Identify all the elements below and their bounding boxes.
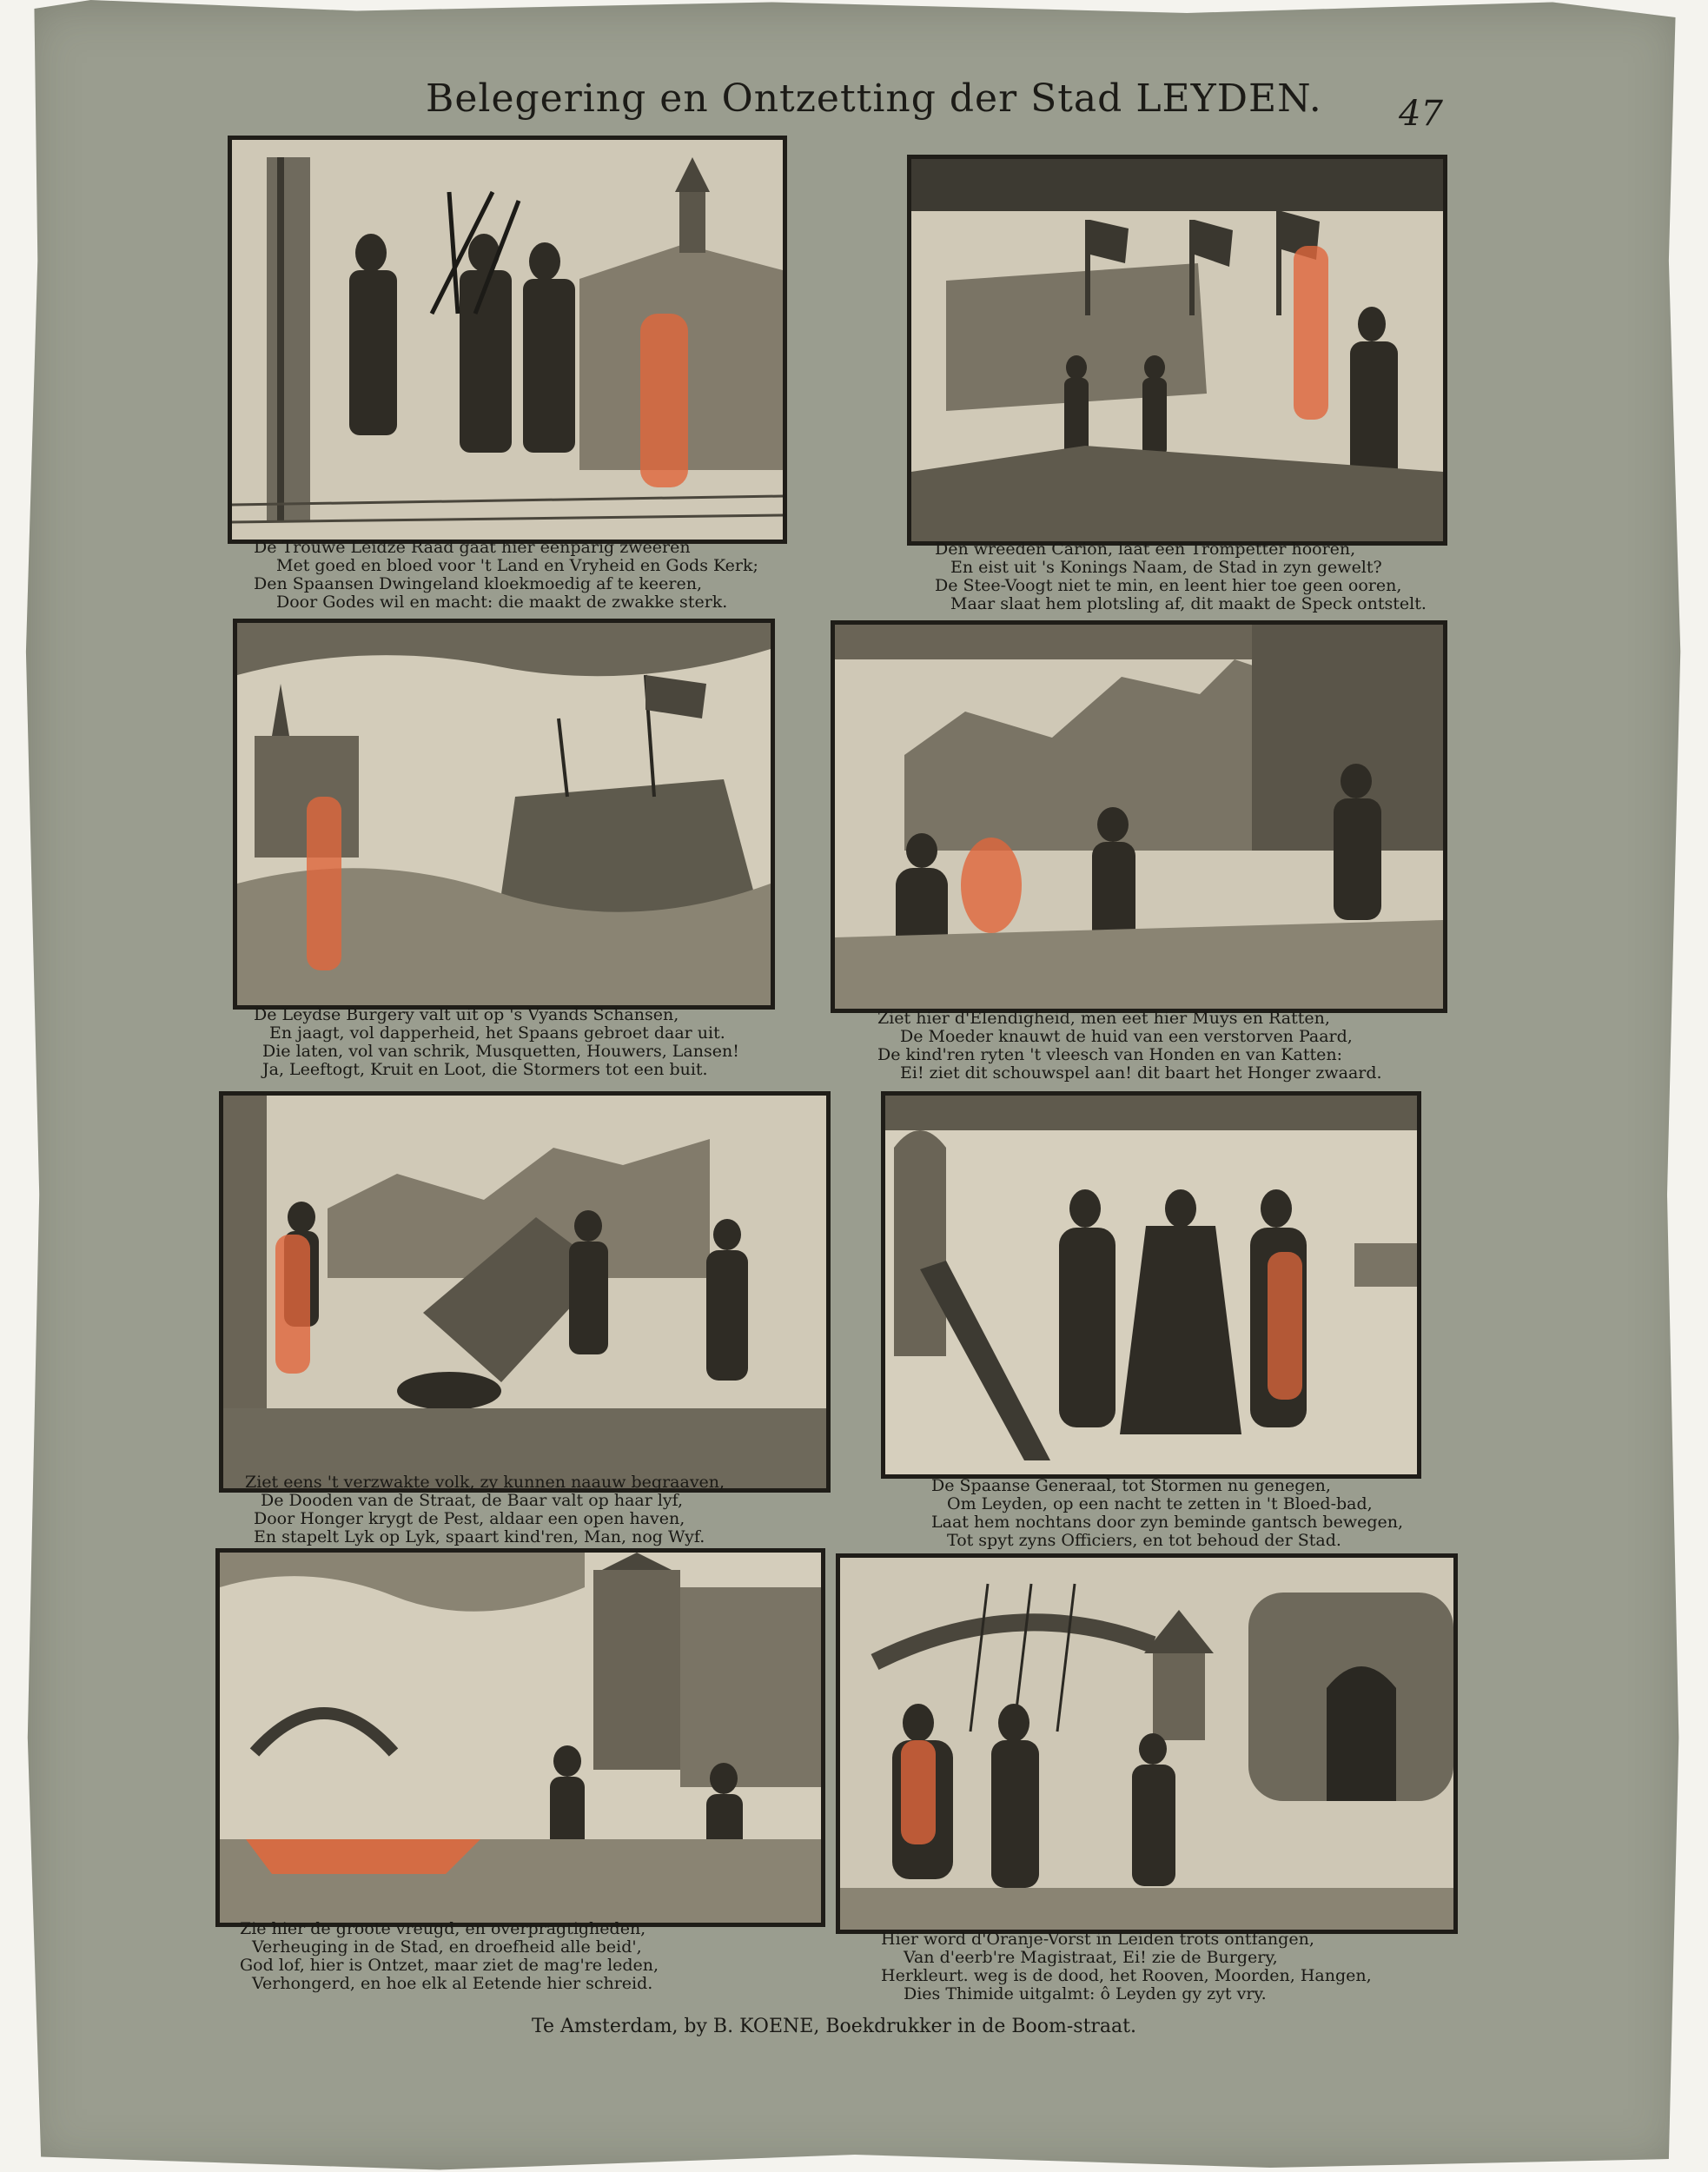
caption-panel-1 xyxy=(254,539,758,612)
caption-line: Maar slaat hem plotsling af, dit maakt de Speck ontstelt. xyxy=(950,594,1427,613)
caption-line: En eist uit 's Konings Naam, de Stad in zyn gewelt? xyxy=(950,558,1382,577)
caption-line: God lof, hier is Ontzet, maar ziet de mag're leden, xyxy=(240,1956,659,1975)
caption-line: Laat hem nochtans door zyn beminde gantsch bewegen, xyxy=(931,1513,1404,1532)
woodcut-panel-prince-of-orange xyxy=(836,1553,1458,1934)
woodcut-panel-sortie xyxy=(233,619,775,1010)
caption-line: De Leydse Burgery valt uit op 's Vyands Schansen, xyxy=(254,1005,679,1024)
caption-line: De kind'ren ryten 't vleesch van Honden en van Katten: xyxy=(877,1045,1342,1064)
caption-line: De Spaanse Generaal, tot Stormen nu genegen, xyxy=(931,1476,1331,1495)
woodcut-panel-relief xyxy=(215,1548,825,1927)
woodcut-panel-council-oath xyxy=(228,136,787,544)
caption-line: Herkleurt. weg is de dood, het Rooven, Moorden, Hangen, xyxy=(881,1966,1372,1985)
caption-line: Den wreeden Carion, laat een Trompetter hooren, xyxy=(935,540,1356,559)
woodcut-panel-trumpeter xyxy=(907,155,1447,546)
caption-panel-8 xyxy=(881,1930,1372,2003)
caption-line: De Trouwe Leidze Raad gaat hier eenparig zweeren xyxy=(254,538,691,557)
caption-line: Door Honger krygt de Pest, aldaar een open haven, xyxy=(254,1509,685,1528)
caption-line: Zie hier de groote vreugd, en overpragtigheden, xyxy=(240,1919,646,1938)
caption-line: De Moeder knauwt de huid van een verstorven Paard, xyxy=(900,1027,1353,1046)
caption-panel-6 xyxy=(931,1477,1403,1550)
caption-line: Door Godes wil en macht: die maakt de zwakke sterk. xyxy=(276,593,728,612)
caption-line: Dies Thimide uitgalmt: ô Leyden gy zyt vry. xyxy=(904,1984,1267,2003)
caption-line: Ja, Leeftogt, Kruit en Loot, die Stormers tot een buit. xyxy=(262,1060,708,1079)
caption-line: Met goed en bloed voor 't Land en Vryheid en Gods Kerk; xyxy=(276,556,758,575)
printer-imprint: Te Amsterdam, by B. KOENE, Boekdrukker in de Boom-straat. xyxy=(531,2016,1137,2037)
caption-line: Die laten, vol van schrik, Musquetten, Houwers, Lansen! xyxy=(262,1042,739,1061)
caption-line: En stapelt Lyk op Lyk, spaart kind'ren, Man, nog Wyf. xyxy=(254,1527,705,1546)
caption-line: Verheuging in de Stad, en droefheid alle beid', xyxy=(252,1937,642,1957)
caption-panel-2 xyxy=(935,540,1427,613)
caption-line: En jaagt, vol dapperheid, het Spaans gebroet daar uit. xyxy=(269,1023,725,1043)
caption-line: Ziet hier d'Elendigheid, men eet hier Muys en Ratten, xyxy=(877,1009,1330,1028)
caption-panel-3 xyxy=(254,1006,739,1079)
woodcut-panel-plague xyxy=(219,1091,831,1493)
caption-line: De Dooden van de Straat, de Baar valt op haar lyf, xyxy=(261,1491,684,1510)
page-title: Belegering en Ontzetting der Stad LEYDEN. xyxy=(426,76,1322,121)
caption-line: Ei! ziet dit schouwspel aan! dit baart het Honger zwaard. xyxy=(900,1063,1382,1083)
caption-line: Om Leyden, op een nacht te zetten in 't Bloed-bad, xyxy=(947,1494,1373,1513)
woodcut-panel-spanish-general xyxy=(881,1091,1421,1479)
woodcut-panel-famine xyxy=(831,620,1447,1013)
caption-line: Verhongerd, en hoe elk al Eetende hier schreid. xyxy=(252,1974,653,1993)
caption-line: Hier word d'Oranje-Vorst in Leiden trots ontfangen, xyxy=(881,1930,1314,1949)
caption-panel-5 xyxy=(245,1473,725,1546)
page-number: 47 xyxy=(1399,94,1443,134)
caption-line: Van d'eerb're Magistraat, Ei! zie de Burgery, xyxy=(904,1948,1278,1967)
caption-line: De Stee-Voogt niet te min, en leent hier toe geen ooren, xyxy=(935,576,1402,595)
caption-panel-7 xyxy=(240,1920,659,1993)
caption-panel-4 xyxy=(877,1010,1382,1083)
caption-line: Ziet eens 't verzwakte volk, zy kunnen naauw begraaven, xyxy=(245,1473,725,1492)
caption-line: Tot spyt zyns Officiers, en tot behoud der Stad. xyxy=(947,1531,1341,1550)
caption-line: Den Spaansen Dwingeland kloekmoedig af te keeren, xyxy=(254,574,703,593)
